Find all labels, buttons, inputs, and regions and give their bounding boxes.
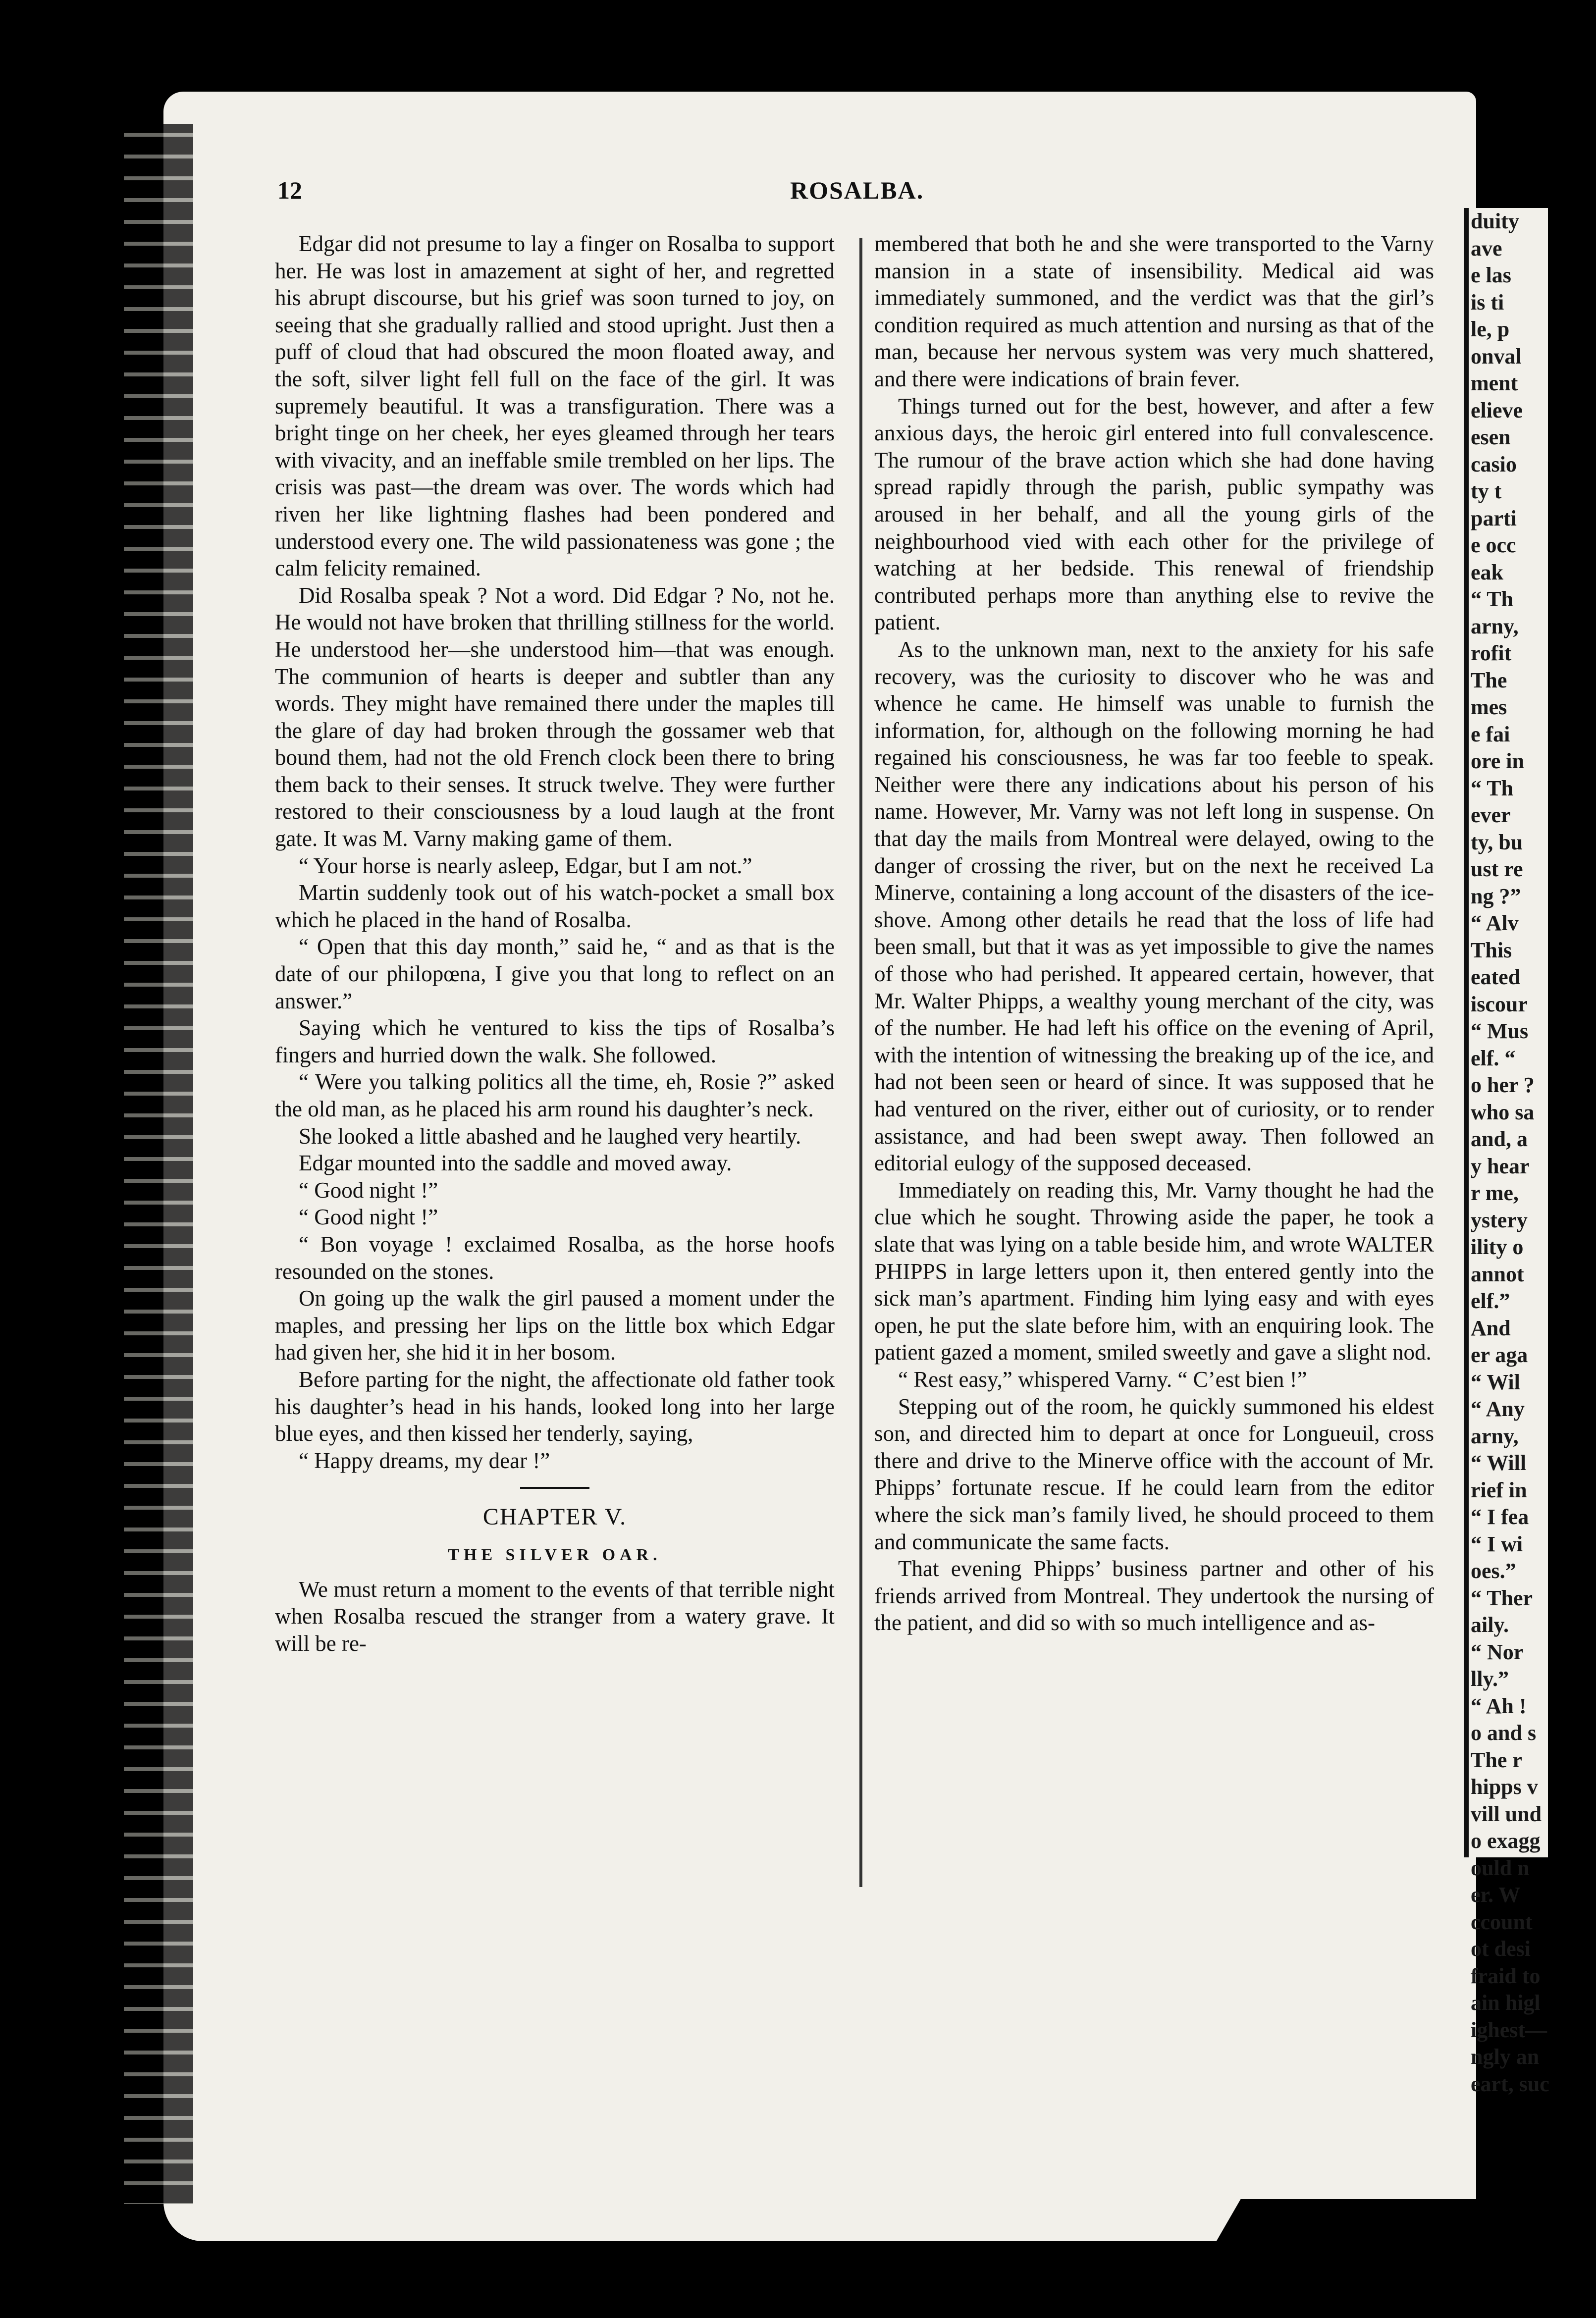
fragment-line: lly.” — [1471, 1667, 1509, 1691]
fragment-line: and, a — [1471, 1127, 1528, 1151]
fragment-line: eak — [1471, 560, 1503, 584]
fragment-line: elf.” — [1471, 1289, 1510, 1313]
fragment-line: r me, — [1471, 1181, 1519, 1205]
paragraph: That evening Phipps’ business partner and other of his friends arrived from Montreal. They undertook the nursing of the patient, and did so with so much intelligence and as- — [874, 1556, 1434, 1635]
fragment-line: ment — [1471, 371, 1518, 395]
paragraph: As to the unknown man, next to the anxiety for his safe recovery, was the curiosity to discover who he was and whence he came. He himself was unable to furnish the information, for, although on the following morning he had regained his consciousness, he was far too feeble to speak. Neither were there any indications about his person of his name. However, Mr. Varny was not left long in suspense. On that day the mails from Montreal were delayed, owing to the danger of crossing the river, but on the next he received La Minerve, containing a long account of the disasters of the ice-shove. Among other details he read that the loss of life had been small, but that it was as yet impossible to give the names of those who had perished. It appeared certain, however, that Mr. Walter Phipps, a wealthy young merchant of the city, was of the number. He had left his office on the evening of April, with the intention of witnessing the breaking up of the ice, and had not been seen or heard of since. It was supposed that he had ventured on the river, either out of curiosity, or to render assistance, and had been swept away. Then followed an editorial eulogy of the supposed deceased. — [874, 636, 1434, 1176]
fragment-line: o exagg — [1471, 1829, 1541, 1853]
fragment-line: “ Mus — [1471, 1019, 1529, 1043]
fragment-line: ccount — [1471, 1909, 1533, 1934]
column-divider — [859, 238, 862, 1887]
fragment-line: “ Wil — [1471, 1370, 1520, 1394]
fragment-line: The — [1471, 668, 1507, 692]
paragraph: On going up the walk the girl paused a moment under the maples, and pressing her lips on the little box which Edgar had given her, she hid it in her bosom. — [275, 1286, 835, 1365]
fragment-line: “ Ah ! — [1471, 1693, 1527, 1718]
fragment-line: “ Nor — [1471, 1639, 1524, 1664]
fragment-line: ty t — [1471, 479, 1502, 503]
fragment-line: ystery — [1471, 1208, 1528, 1232]
fragment-line: eart, suc — [1471, 2071, 1549, 2096]
fragment-line: ighest— — [1471, 2017, 1547, 2042]
fragment-line: This — [1471, 938, 1512, 962]
fragment-line: esen — [1471, 425, 1511, 449]
fragment-line: ave — [1471, 236, 1502, 261]
fragment-line: And — [1471, 1316, 1511, 1340]
fragment-line: ust re — [1471, 857, 1523, 881]
fragment-line: elieve — [1471, 398, 1523, 422]
paragraph: Edgar did not presume to lay a finger on Rosalba to support her. He was lost in amazement at sight of her, and regretted his abrupt discourse, but his grief was soon turned to joy, on seeing that she gradually rallied and stood upright. Just then a puff of cloud that had obscured the moon floated away, and the soft, silver light fell full on the face of the girl. It was supremely beautiful. It was a transfiguration. There was a bright tinge on her cheek, her eyes gleamed through her tears with vivacity, and an ineffable smile trembled on her lips. The crisis was past—the dream was over. The words which had riven her like lightning flashes had been pondered and understood every one. The wild passionateness was gone ; the calm felicity remained. — [275, 231, 835, 581]
paragraph: “ Happy dreams, my dear !” — [299, 1448, 550, 1473]
fragment-line: o and s — [1471, 1721, 1537, 1745]
paragraph: “ Good night !” — [299, 1177, 438, 1203]
fragment-line: mes — [1471, 695, 1507, 719]
fragment-line: “ Will — [1471, 1451, 1527, 1475]
fragment-line: le, p — [1471, 317, 1510, 341]
fragment-line: ot desi — [1471, 1937, 1531, 1961]
fragment-line: is ti — [1471, 290, 1504, 315]
fragment-line: who sa — [1471, 1100, 1535, 1124]
fragment-line: er. W — [1471, 1883, 1521, 1907]
fragment-line: y hear — [1471, 1154, 1530, 1178]
fragment-line: oes.” — [1471, 1559, 1516, 1583]
fragment-line: ould n — [1471, 1855, 1530, 1880]
paragraph: Stepping out of the room, he quickly summoned his eldest son, and directed him to depart at once for Longueuil, cross there and drive to the Minerve office with the account of Mr. Phipps’ fortunate rescue. If he could learn from the editor where the sick man’s family lived, he should proceed to them and communicate the same facts. — [874, 1394, 1434, 1554]
fragment-line: o her ? — [1471, 1073, 1535, 1097]
paragraph: Immediately on reading this, Mr. Varny thought he had the clue which he sought. Throwing aside the paper, he took a slate that was lying on a table beside him, and wrote WALTER PHIPPS in large letters upon it, then entered gently into the sick man’s apartment. Finding him lying easy and with eyes open, he put the slate before him, with an enquiring look. The patient gazed a moment, smiled sweetly and gave a slight nod. — [874, 1177, 1434, 1365]
fragment-line: onval — [1471, 344, 1522, 369]
fragment-line: e fai — [1471, 722, 1510, 746]
chapter-title: THE SILVER OAR. — [448, 1545, 662, 1564]
fragment-line: “ Th — [1471, 587, 1514, 611]
fragment-line: ain higl — [1471, 1991, 1541, 2015]
left-column — [275, 230, 835, 1657]
paragraph: “ Bon voyage ! exclaimed Rosalba, as the horse hoofs resounded on the stones. — [275, 1231, 835, 1284]
fragment-line: “ Ther — [1471, 1585, 1533, 1610]
fragment-line: hipps v — [1471, 1775, 1538, 1799]
scan-edge-shadow — [124, 124, 193, 2204]
paragraph: Edgar mounted into the saddle and moved away. — [299, 1151, 732, 1176]
paragraph: “ Rest easy,” whispered Varny. “ C’est bien !” — [898, 1367, 1307, 1392]
fragment-line: er aga — [1471, 1343, 1528, 1367]
fragment-line: annot — [1471, 1262, 1524, 1286]
chapter-rule — [520, 1487, 589, 1489]
fragment-line: ore in — [1471, 749, 1524, 773]
paragraph: membered that both he and she were transported to the Varny mansion in a state of insensibility. Medical aid was immediately summoned, and the verdict was that the girl’s condition required as much attention and nursing as that of the man, because her nervous system was very much shattered, and there were indications of brain fever. — [874, 231, 1434, 391]
fragment-line: ty, bu — [1471, 830, 1523, 854]
fragment-line: rief in — [1471, 1477, 1527, 1502]
fragment-line: arny, — [1471, 614, 1519, 638]
paragraph: “ Were you talking politics all the time, eh, Rosie ?” asked the old man, as he placed his arm round his daughter’s neck. — [275, 1069, 835, 1121]
fragment-line: vill und — [1471, 1801, 1542, 1826]
paragraph: “ Good night !” — [299, 1205, 438, 1230]
fragment-line: e occ — [1471, 533, 1516, 557]
fragment-line: fraid to — [1471, 1963, 1541, 1988]
fragment-line: arny, — [1471, 1423, 1519, 1448]
chapter-opening: We must return a moment to the events of that terrible night when Rosalba rescued the stranger from a watery grave. It will be re- — [275, 1577, 835, 1656]
right-column — [874, 230, 1434, 1636]
paragraph: Did Rosalba speak ? Not a word. Did Edgar ? No, not he. He would not have broken that thrilling stillness for the world. He understood her—she understood him—that was enough. The communion of hearts is deeper and subtler than any words. They might have remained there under the maples till the glare of day had broken through the gossamer web that bound them, had not the old French clock been there to bring them back to their senses. It struck twelve. They were further restored to their consciousness by a loud laugh at the front gate. It was M. Varny making game of them. — [275, 582, 835, 851]
fragment-line: duity — [1471, 209, 1519, 233]
fragment-line: ng ?” — [1471, 884, 1521, 908]
adjacent-page-fragment — [1464, 208, 1549, 2096]
paragraph: Martin suddenly took out of his watch-pocket a small box which he placed in the hand of Rosalba. — [275, 880, 835, 932]
paragraph: Saying which he ventured to kiss the tips of Rosalba’s fingers and hurried down the walk. She followed. — [275, 1015, 835, 1067]
fragment-line: ever — [1471, 803, 1511, 827]
fragment-line: iscour — [1471, 992, 1528, 1016]
paragraph: Things turned out for the best, however, and after a few anxious days, the heroic girl entered into full convalescence. The rumour of the brave action which she had done having spread rapidly through the parish, public sympathy was aroused in her behalf, and all the young girls of the neighbourhood vied with each other for the privilege of watching at her bedside. This renewal of friendship contributed perhaps more than anything else to revive the patient. — [874, 393, 1434, 635]
fragment-line: e las — [1471, 263, 1511, 287]
paragraph: “ Open that this day month,” said he, “ and as that is the date of our philopœna, I give you that long to reflect on an answer.” — [275, 934, 835, 1013]
fragment-line: aily. — [1471, 1613, 1509, 1637]
fragment-line: “ I fea — [1471, 1505, 1529, 1529]
paragraph: “ Your horse is nearly asleep, Edgar, but I am not.” — [299, 853, 752, 878]
fragment-line: “ Th — [1471, 776, 1514, 800]
fragment-line: “ Alv — [1471, 911, 1519, 935]
fragment-line: ngly an — [1471, 2045, 1540, 2069]
fragment-line: rofit — [1471, 641, 1512, 665]
paragraph: She looked a little abashed and he laughed very heartily. — [299, 1123, 801, 1149]
page-tear — [1206, 2199, 1498, 2259]
fragment-line: casio — [1471, 452, 1517, 476]
fragment-line: ility o — [1471, 1235, 1524, 1259]
fragment-line: “ Any — [1471, 1397, 1525, 1421]
chapter-number: CHAPTER V. — [482, 1504, 627, 1530]
fragment-line: elf. “ — [1471, 1046, 1516, 1070]
fragment-line: “ I wi — [1471, 1531, 1523, 1556]
fragment-line: eated — [1471, 965, 1521, 989]
paragraph: Before parting for the night, the affectionate old father took his daughter’s head in his hands, looked long into her large blue eyes, and then kissed her tenderly, saying, — [275, 1367, 835, 1446]
running-title: ROSALBA. — [790, 176, 924, 204]
page-number: 12 — [277, 176, 302, 204]
fragment-line: parti — [1471, 506, 1517, 530]
fragment-line: The r — [1471, 1747, 1522, 1772]
